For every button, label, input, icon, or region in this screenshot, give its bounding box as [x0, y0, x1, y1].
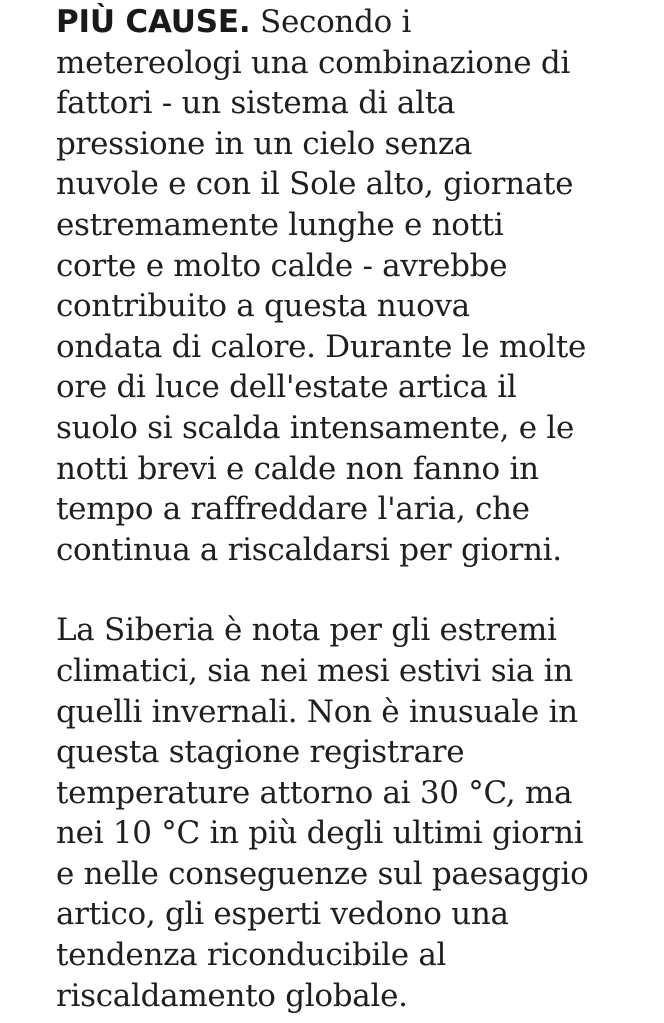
article-line: pressione in un cielo senza — [56, 125, 473, 162]
article-line: ondata di calore. Durante le molte — [56, 328, 587, 365]
article-line-text: Secondo i — [250, 4, 412, 40]
article-line: temperature attorno ai 30 °C, ma — [56, 774, 573, 811]
article-line: suolo si scalda intensamente, e le — [56, 409, 575, 446]
article-line: tendenza riconducibile al — [56, 937, 447, 974]
article-line: e nelle conseguenze sul paesaggio — [56, 855, 589, 892]
article-body — [56, 0, 656, 1016]
article-line: corte e molto calde - avrebbe — [56, 247, 508, 284]
article-line: metereologi una combinazione di — [56, 44, 570, 81]
article-line: notti brevi e calde non fanno in — [56, 450, 539, 487]
article-line: contribuito a questa nuova — [56, 288, 470, 325]
article-line: questa stagione registrare — [56, 734, 465, 771]
paragraph-lead-in: PIÙ CAUSE. — [56, 4, 251, 40]
article-line: ore di luce dell'estate artica il — [56, 369, 517, 406]
article-line: quelli invernali. Non è inusuale in — [56, 693, 578, 730]
article-line: nei 10 °C in più degli ultimi giorni — [56, 815, 584, 852]
article-line: riscaldamento globale. — [56, 977, 408, 1014]
article-line: estremamente lunghe e notti — [56, 206, 504, 243]
article-line: La Siberia è nota per gli estremi — [56, 612, 557, 649]
article-paragraph-1 — [56, 2, 656, 570]
article-paragraph-2 — [56, 610, 656, 1016]
article-line: tempo a raffreddare l'aria, che — [56, 491, 530, 528]
article-line: climatici, sia nei mesi estivi sia in — [56, 652, 573, 689]
article-line: fattori - un sistema di alta — [56, 85, 456, 122]
article-line — [56, 2, 656, 43]
article-line: nuvole e con il Sole alto, giornate — [56, 166, 574, 203]
article-line: continua a riscaldarsi per giorni. — [56, 531, 562, 568]
article-line: artico, gli esperti vedono una — [56, 896, 509, 933]
